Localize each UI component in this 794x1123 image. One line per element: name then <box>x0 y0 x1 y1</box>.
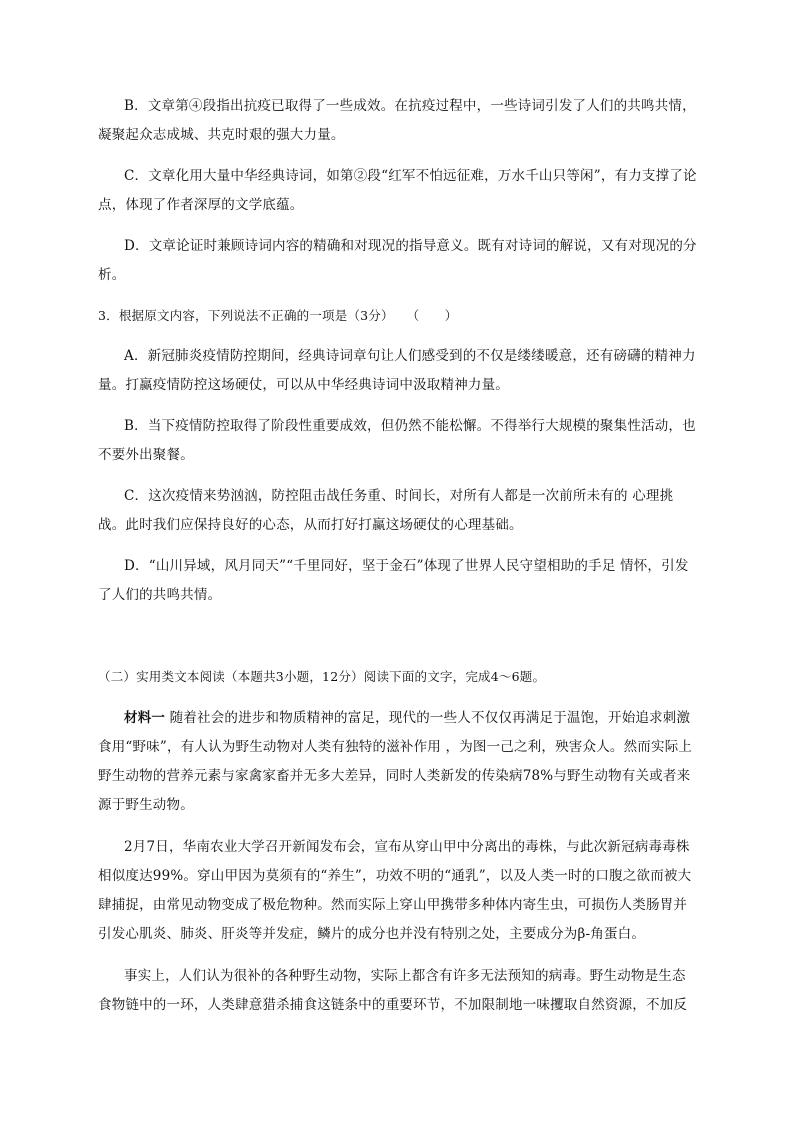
q3-option-b: B．当下疫情防控取得了阶段性重要成效，但仍然不能松懈。不得举行大规模的聚集性活动，也不要外出聚餐。 <box>98 418 696 463</box>
material-label: 材料一 <box>124 710 166 726</box>
document-body <box>98 92 698 1020</box>
q2-option-b: B．文章第④段指出抗疫已取得了一些成效。在抗疫过程中，一些诗词引发了人们的共鸣共情，凝聚起众志成城、共克时艰的强大力量。 <box>98 98 696 143</box>
material-one-paragraph <box>98 704 698 820</box>
paragraph-pangolin: 2月7日，华南农业大学召开新闻发布会，宣布从穿山甲中分离出的毒株，与此次新冠病毒毒株相似度达99%。穿山甲因为莫须有的“养生”，功效不明的“通乳”，以及人类一时的口腹之欲而被大肆捕捉，由常见动物变成了极危物种。然而实际上穿山甲携带多种体内寄生虫，可损伤人类肠胃并引发心肌炎、肺炎、肝炎等并发症，鳞片的成分也并没有特别之处，主要成分为β-角蛋白。 <box>98 839 692 942</box>
section-heading: （二）实用类文本阅读（本题共3小题，12分）阅读下面的文字，完成4～6题。 <box>98 669 546 684</box>
q3-stem: 3．根据原文内容，下列说法不正确的一项是（3分） （ ） <box>98 308 458 323</box>
q3-option-a: A．新冠肺炎疫情防控期间，经典诗词章句让人们感受到的不仅是缕缕暖意，还有磅礴的精神力量。打赢疫情防控这场硬仗，可以从中华经典诗词中汲取精神力量。 <box>98 348 696 393</box>
q3-option-d: D．“山川异域，风月同天”“千里同好，坚于金石”体现了世界人民守望相助的手足 情怀，引发了人们的共鸣共情。 <box>98 558 689 603</box>
q2-option-d: D．文章论证时兼顾诗词内容的精确和对现况的指导意义。既有对诗词的解说，又有对现况的分析。 <box>98 238 697 283</box>
q2-option-c: C．文章化用大量中华经典诗词，如第②段“红军不怕远征难，万水千山只等闲”，有力支撑了论点，体现了作者深厚的文学底蕴。 <box>98 168 697 213</box>
material-one-text: 随着社会的进步和物质精神的富足，现代的一些人不仅仅再满足于温饱，开始追求刺激食用“野味”，有人认为野生动物对人类有独特的滋补作用 ，为图一己之利，殃害众人。然而实际上野生动物的营养元素与家禽家畜并无多大差异，同时人类新发的传染病78%与野生动物有关或者来源于野生动物。 <box>98 710 693 813</box>
paragraph-wildlife: 事实上，人们认为很补的各种野生动物，实际上都含有许多无法预知的病毒。野生动物是生态食物链中的一环，人类肆意猎杀捕食这链条中的重要环节，不加限制地一味攫取自然资源，不加反 <box>98 968 688 1013</box>
q3-option-c: C．这次疫情来势汹汹，防控阻击战任务重、时间长，对所有人都是一次前所未有的 心理挑战。此时我们应保持良好的心态，从而打好打赢这场硬仗的心理基础。 <box>98 488 674 533</box>
